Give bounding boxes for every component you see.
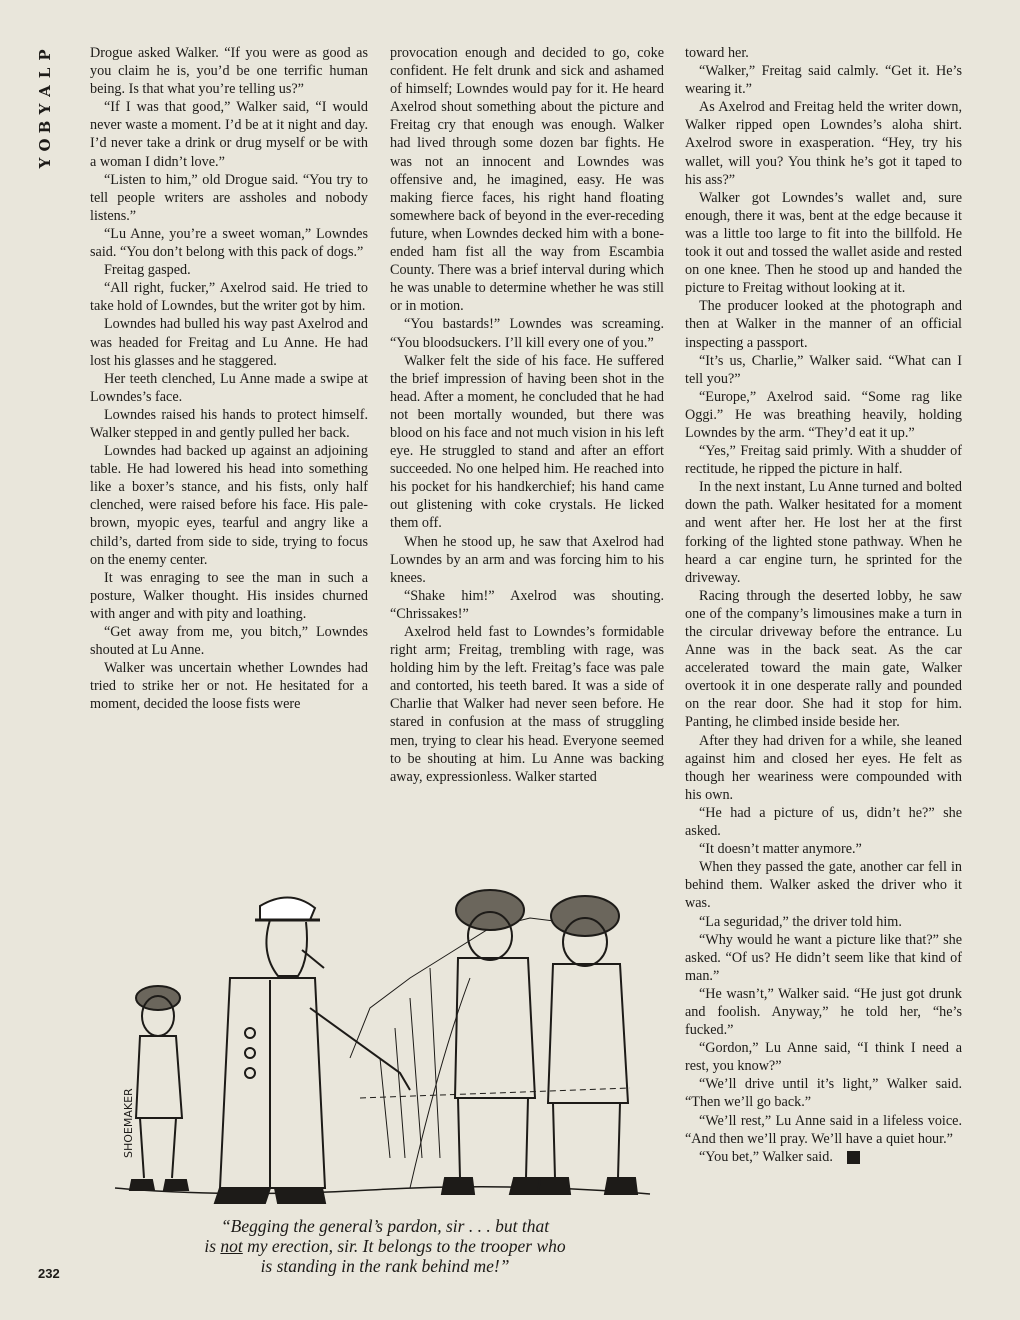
- brand-letter: B: [36, 120, 54, 134]
- paragraph: “If I was that good,” Walker said, “I would never waste a moment. I’d be at it night and day. I’d never take a drink or drug myself or be with a woman I didn’t love.”: [90, 99, 368, 170]
- paragraph: Freitag gasped.: [104, 262, 191, 279]
- paragraph: “He had a picture of us, didn’t he?” she asked.: [685, 804, 962, 840]
- brand-letter: Y: [36, 157, 54, 169]
- paragraph: “Walker,” Freitag said calmly. “Get it. He’s wearing it.”: [685, 63, 962, 98]
- general-figure: [215, 897, 410, 1203]
- paragraph: Lowndes had bulled his way past Axelrod and was headed for Freitag and Lu Anne. He had lost his glasses and he staggered.: [90, 316, 368, 369]
- paragraph: Racing through the deserted lobby, he saw one of the company’s limousines make a turn in the circular driveway before the entrance. Lu Anne was in the back seat. As the car accelerated toward the main gate, Walker overtook it in one desperate rally and pounded on the rear door. She had it stop for him. Panting, he climbed inside beside her.: [685, 587, 962, 731]
- paragraph: “Get away from me, you bitch,” Lowndes shouted at Lu Anne.: [90, 624, 368, 659]
- paragraph: Drogue asked Walker. “If you were as good as you claim he is, you’d be one terrific human being. Is that what you’re telling us?”: [90, 45, 368, 98]
- paragraph: provocation enough and decided to go, coke confident. He felt drunk and sick and ashamed of himself; Lowndes would pay for it. He heard Axelrod shout something about the picture and Freitag cry that enough was enough. Walker had lived through some dozen bar fights. He was not an innocent and Lowndes was offensive and, he imagined, easy. He was making fierce faces, his right hand floating somewhere back of beyond in the ever-receding future, when Lowndes decked him with a bone-ended ham fist all the way from Escambia County. There was a brief interval during which he was unable to determine whether he was still or in motion.: [390, 45, 664, 315]
- cartoon-caption: “Begging the general’s pardon, sir . . . but that is not my erection, sir. It belongs to the trooper who is standing in the rank behind me!”: [204, 1216, 566, 1276]
- paragraph: In the next instant, Lu Anne turned and bolted down the path. Walker hesitated for a moment and went after her. He lost her at the first forking of the lighted stone pathway. When he heard a car engine turn, he sprinted for the driveway.: [685, 479, 962, 586]
- paragraph: “It doesn’t matter anymore.”: [699, 841, 862, 858]
- paragraph: “Lu Anne, you’re a sweet woman,” Lowndes said. “You don’t belong with this pack of dogs.”: [90, 225, 368, 261]
- paragraph: When he stood up, he saw that Axelrod had Lowndes by an arm and was forcing him to his knees.: [390, 533, 664, 586]
- paragraph: “We’ll drive until it’s light,” Walker said. “Then we’ll go back.”: [685, 1076, 962, 1111]
- paragraph: “Gordon,” Lu Anne said, “I think I need a rest, you know?”: [685, 1040, 962, 1075]
- paragraph: Lowndes had backed up against an adjoining table. He had lowered his head into something like a boxer’s stance, and his fists, only half clenched, were raised before his face. His pale-brown, myopic eyes, tearful and angry like a child’s, darted from side to side, trying to focus on the enemy center.: [90, 443, 368, 568]
- paragraph: “You bastards!” Lowndes was screaming. “You bloodsuckers. I’ll kill every one of you.”: [390, 316, 664, 351]
- paragraph: toward her.: [685, 45, 749, 61]
- paragraph: “Yes,” Freitag said primly. With a shudder of rectitude, he ripped the picture in half.: [685, 443, 962, 478]
- paragraph: Walker felt the side of his face. He suffered the brief impression of having been shot in the head. After a moment, he concluded that he had not been mortally wounded, but there was blood on his face and not much vision in his left eye. He struggled to stand and after an effort succeeded. No one helped him. He reached into his pocket for his handkerchief; his hand came out glistening with coke crystals. He licked them off.: [390, 352, 664, 532]
- paragraph: “Why would he want a picture like that?” she asked. “Of us? He didn’t seem like that kind of man.”: [685, 931, 962, 984]
- brand-letter: L: [36, 67, 54, 79]
- brand-letter: A: [36, 85, 54, 97]
- paragraph: “Europe,” Axelrod said. “Some rag like Oggi.” He was breathing heavily, holding Lowndes by the arm. “They’d eat it up.”: [685, 388, 962, 441]
- brand-letter: O: [36, 138, 54, 152]
- paragraph: “Shake him!” Axelrod was shouting. “Chrissakes!”: [390, 587, 664, 622]
- paragraph: “It’s us, Charlie,” Walker said. “What can I tell you?”: [685, 352, 962, 387]
- paragraph: Her teeth clenched, Lu Anne made a swipe at Lowndes’s face.: [90, 370, 368, 405]
- paragraph: Walker was uncertain whether Lowndes had tried to strike her or not. He hesitated for a moment, decided the loose fists were: [90, 660, 368, 713]
- paragraph: Lowndes raised his hands to protect himself. Walker stepped in and gently pulled her back.: [90, 406, 368, 441]
- text-column-2: [390, 44, 664, 786]
- paragraph: After they had driven for a while, she leaned against him and closed her eyes. He felt as though her weariness were compounded with his own.: [685, 732, 962, 803]
- paragraph: Axelrod held fast to Lowndes’s formidable right arm; Freitag, trembling with rage, was holding him by the left. Freitag’s face was pale and contorted, his teeth bared. It was a side of Charlie that Walker had never seen before. He stared in confusion at the mass of struggling men, trying to clear his head. Everyone seemed to be shouting at him. Lu Anne was backing away, expressionless. Walker started: [390, 624, 664, 785]
- brand-letter: Y: [36, 103, 54, 115]
- small-soldier-figure: [130, 986, 188, 1190]
- paragraph: “We’ll rest,” Lu Anne said in a lifeless voice. “And then we’ll pray. We’ll have a quiet hour.”: [685, 1112, 962, 1147]
- paragraph: As Axelrod and Freitag held the writer down, Walker ripped open Lowndes’s aloha shirt. Axelrod swore in exasperation. “Hey, try his wallet, will you? You think he’s got it taped to his ass?”: [685, 99, 962, 188]
- text-column-3: [685, 44, 962, 1259]
- page-number: 232: [38, 1266, 60, 1281]
- paragraph: “La seguridad,” the driver told him.: [699, 913, 902, 930]
- paragraph: “Listen to him,” old Drogue said. “You try to tell people writers are assholes and nobody listens.”: [90, 171, 368, 224]
- cartoonist-signature: SHOEMAKER: [122, 1088, 135, 1158]
- troopers-row: [350, 890, 637, 1194]
- paragraph: “You bet,” Walker said. ♦: [699, 1148, 869, 1165]
- paragraph: It was enraging to see the man in such a posture, Walker thought. His insides churned with anger and with pity and loathing.: [90, 569, 368, 622]
- paragraph: The producer looked at the photograph and then at Walker in the manner of an official inspecting a passport.: [685, 298, 962, 351]
- text-column-1: [90, 44, 368, 713]
- paragraph: When they passed the gate, another car fell in behind them. Walker asked the driver who it was.: [685, 859, 962, 912]
- end-mark-bunny-icon: ♦: [847, 1151, 860, 1164]
- paragraph: Walker got Lowndes’s wallet and, sure enough, there it was, bent at the edge because it was a little too large to fit into the billfold. He took it out and tossed the wallet aside and rested on one knee. Then he stood up and handed the picture to Freitag without looking at it.: [685, 189, 962, 297]
- cartoon-illustration: [110, 858, 660, 1218]
- playboy-vertical-logo: [36, 46, 62, 206]
- brand-letter: P: [36, 49, 54, 61]
- paragraph: “All right, fucker,” Axelrod said. He tried to take hold of Lowndes, but the writer got by him.: [90, 280, 368, 315]
- paragraph: “He wasn’t,” Walker said. “He just got drunk and foolish. Anyway,” he told her, “he’s fucked.”: [685, 985, 962, 1039]
